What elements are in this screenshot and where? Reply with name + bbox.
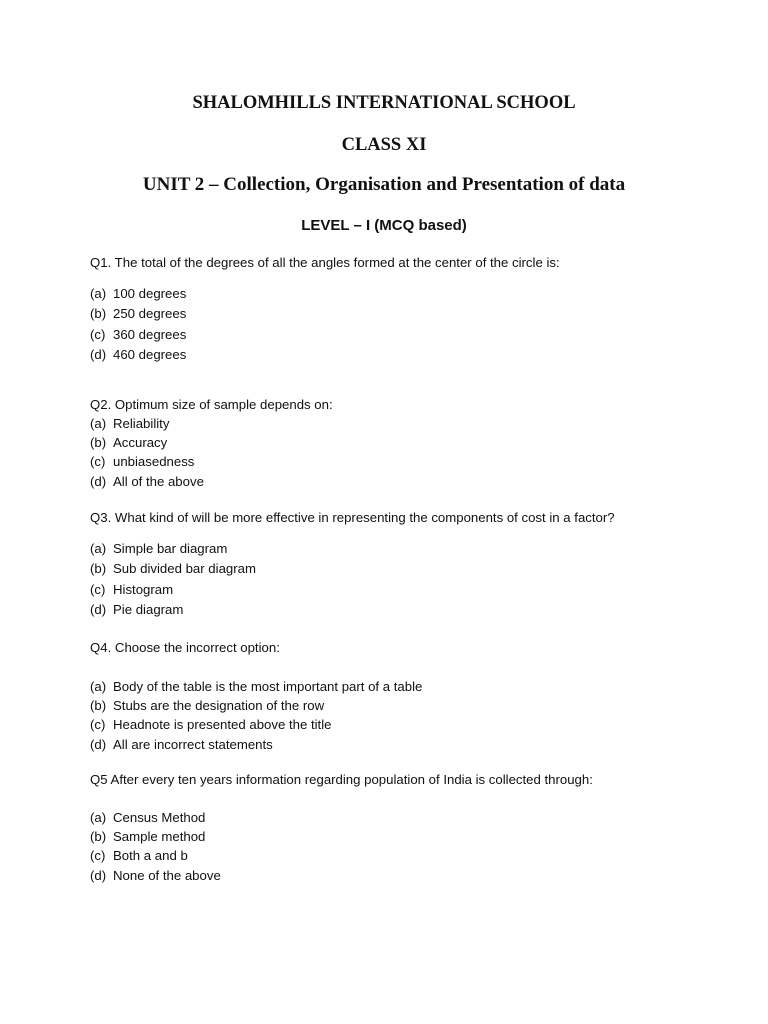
option-letter: (a) [90, 416, 107, 431]
option-text: Sample method [113, 829, 206, 845]
option-b [90, 696, 422, 715]
option-d [90, 866, 221, 885]
option-text: Reliability [113, 416, 170, 431]
option-letter: (b) [90, 829, 107, 845]
option-text: 460 degrees [113, 347, 187, 363]
option-letter: (d) [90, 736, 107, 752]
option-text: All of the above [113, 473, 204, 489]
option-text: Census Method [113, 810, 206, 825]
question-2-options [90, 414, 204, 491]
question-4: Q4. Choose the incorrect option: [90, 640, 280, 655]
option-d [90, 600, 256, 620]
option-text: Simple bar diagram [113, 541, 228, 556]
option-text: Stubs are the designation of the row [113, 698, 325, 714]
option-b [90, 827, 221, 846]
option-letter: (d) [90, 473, 107, 489]
option-c [90, 846, 221, 865]
option-c [90, 452, 204, 471]
option-b [90, 304, 186, 324]
question-5-options [90, 808, 221, 885]
option-text: unbiasedness [113, 454, 195, 470]
option-a [90, 414, 204, 433]
option-letter: (d) [90, 347, 107, 363]
question-1-options [90, 284, 186, 366]
option-a [90, 284, 186, 304]
option-c [90, 325, 186, 345]
option-letter: (c) [90, 581, 106, 597]
option-letter: (d) [90, 602, 107, 618]
question-3-options [90, 539, 256, 621]
option-text: Headnote is presented above the title [113, 717, 332, 733]
option-text: Body of the table is the most important part of a table [113, 679, 423, 694]
unit-title: UNIT 2 – Collection, Organisation and Presentation of data [142, 174, 626, 195]
option-d [90, 472, 204, 491]
option-letter: (b) [90, 306, 107, 322]
option-c [90, 715, 422, 734]
option-text: Accuracy [113, 435, 168, 451]
option-letter: (b) [90, 561, 107, 577]
option-b [90, 433, 204, 452]
option-text: None of the above [113, 867, 221, 883]
class-title: CLASS XI [341, 135, 427, 155]
option-letter: (c) [90, 454, 106, 470]
option-letter: (b) [90, 698, 107, 714]
option-letter: (c) [90, 326, 106, 342]
option-text: 250 degrees [113, 306, 187, 322]
option-a [90, 808, 221, 827]
option-letter: (a) [90, 810, 107, 825]
question-4-options [90, 677, 422, 754]
option-text: Both a and b [113, 848, 188, 864]
option-a [90, 677, 422, 696]
question-2: Q2. Optimum size of sample depends on: [90, 397, 333, 412]
option-letter: (c) [90, 848, 106, 864]
option-letter: (d) [90, 867, 107, 883]
option-text: 360 degrees [113, 326, 187, 342]
option-text: Histogram [113, 581, 174, 597]
option-b [90, 559, 256, 579]
option-letter: (b) [90, 435, 107, 451]
option-text: All are incorrect statements [113, 736, 273, 752]
school-name: SHALOMHILLS INTERNATIONAL SCHOOL [192, 93, 576, 113]
option-letter: (a) [90, 541, 107, 556]
option-letter: (a) [90, 679, 107, 694]
option-letter: (a) [90, 286, 107, 301]
option-letter: (c) [90, 717, 106, 733]
option-text: Pie diagram [113, 602, 184, 618]
option-d [90, 735, 422, 754]
level-title: LEVEL – I (MCQ based) [301, 217, 467, 234]
option-text: 100 degrees [113, 286, 187, 301]
option-text: Sub divided bar diagram [113, 561, 256, 577]
option-a [90, 539, 256, 559]
question-3: Q3. What kind of will be more effective in representing the components of cost in a factor? [90, 510, 615, 525]
question-5: Q5 After every ten years information regarding population of India is collected through: [90, 772, 593, 787]
question-1: Q1. The total of the degrees of all the angles formed at the center of the circle is: [90, 255, 560, 270]
option-c [90, 580, 256, 600]
option-d [90, 345, 186, 365]
